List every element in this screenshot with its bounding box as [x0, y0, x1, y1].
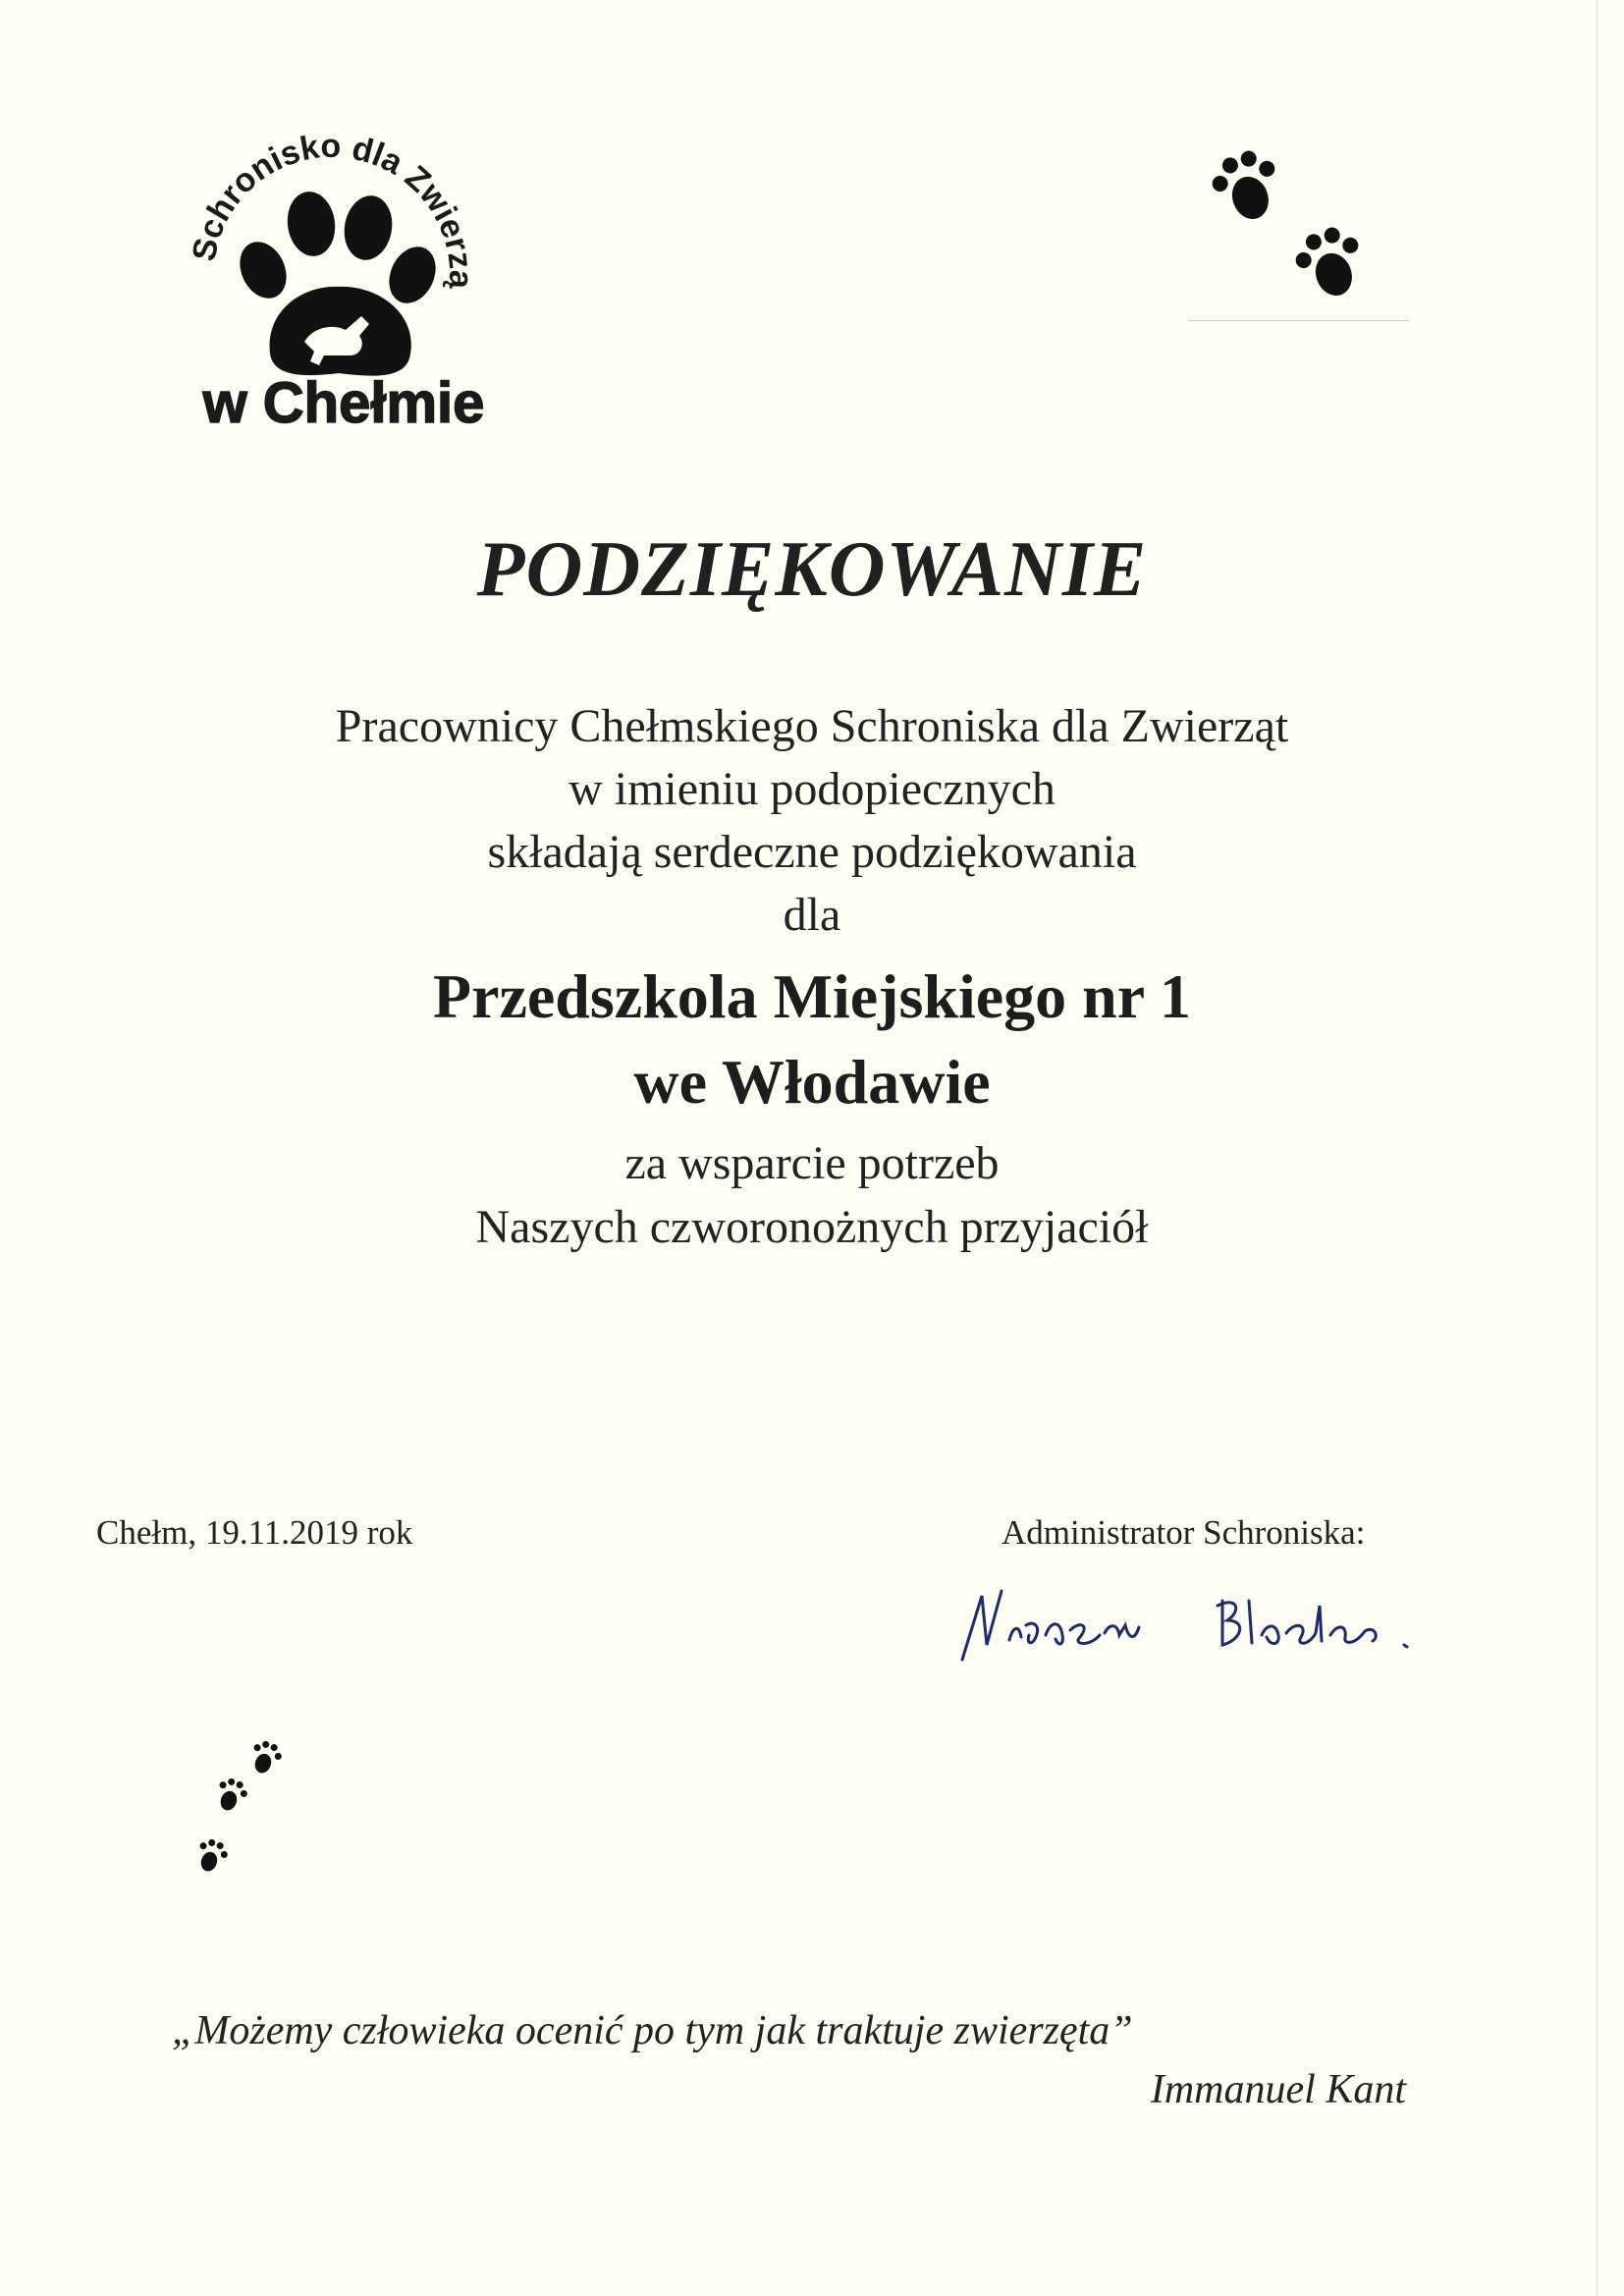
place-and-date: Chełm, 19.11.2019 rok	[96, 1513, 413, 1552]
body-line-1: Pracownicy Chełmskiego Schroniska dla Zwierząt	[335, 700, 1289, 752]
logo-bottom-text: w Chełmie	[202, 371, 485, 432]
divider	[1188, 320, 1409, 321]
body-line-4: dla	[783, 889, 841, 941]
recipient-location: we Włodawie	[633, 1047, 991, 1117]
quote-author: Immanuel Kant	[1150, 2067, 1406, 2112]
body-line-6: Naszych czworonożnych przyjaciół	[475, 1201, 1149, 1253]
administrator-label: Administrator Schroniska:	[1001, 1513, 1366, 1552]
paw-prints-icon	[182, 1728, 299, 1886]
page-title: PODZIĘKOWANIE	[476, 526, 1148, 613]
body-line-2: w imieniu podopiecznych	[568, 763, 1056, 815]
paw-prints-icon	[1193, 128, 1389, 324]
recipient-name: Przedszkola Miejskiego nr 1	[432, 961, 1192, 1031]
body-line-3: składają serdeczne podziękowania	[487, 826, 1137, 878]
quote-text: „Możemy człowieka ocenić po tym jak traktuje zwierzęta”	[172, 2008, 1133, 2053]
logo-arc-text: Schronisko dla Zwierzą	[185, 127, 480, 290]
body-line-5: za wsparcie potrzeb	[624, 1137, 1000, 1189]
handwritten-signature	[943, 1566, 1434, 1674]
paw-with-dog-icon	[231, 189, 444, 376]
shelter-logo	[177, 108, 520, 432]
